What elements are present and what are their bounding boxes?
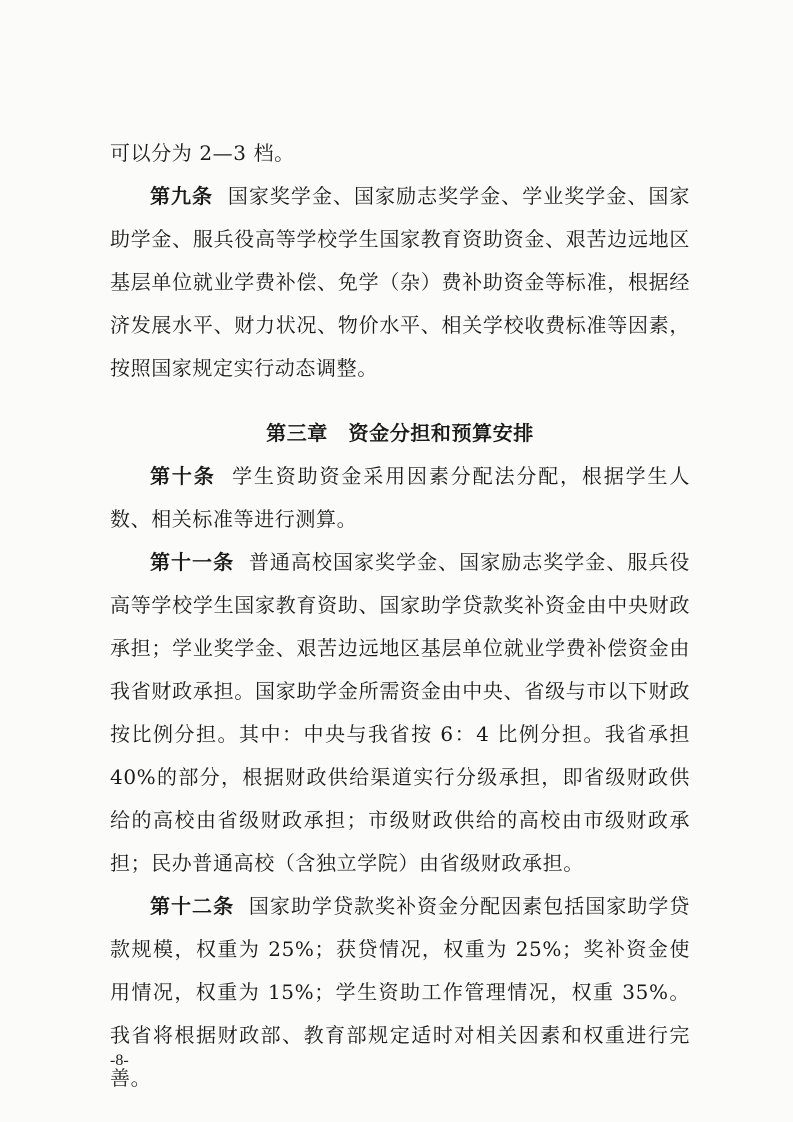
section-before-chapter bbox=[110, 132, 690, 390]
document-body bbox=[110, 132, 690, 1100]
article-number: 第十二条 bbox=[150, 894, 235, 918]
paragraph bbox=[110, 455, 690, 541]
section-after-chapter bbox=[110, 455, 690, 1100]
article-number: 第十条 bbox=[150, 464, 216, 488]
paragraph-text: 国家助学贷款奖补资金分配因素包括国家助学贷款规模，权重为 25%；获贷情况，权重为 25%；奖补资金使用情况，权重为 15%；学生资助工作管理情况，权重 35%。我省将根据财政部、教育部规定适时对相关因素和权重进行完善。 bbox=[110, 894, 690, 1090]
chapter-heading: 第三章 资金分担和预算安排 bbox=[266, 421, 534, 445]
paragraph bbox=[110, 175, 690, 390]
paragraph bbox=[110, 541, 690, 885]
paragraph-text: 普通高校国家奖学金、国家励志奖学金、服兵役高等学校学生国家教育资助、国家助学贷款奖补资金由中央财政承担；学业奖学金、艰苦边远地区基层单位就业学费补偿资金由我省财政承担。国家助学金所需资金由中央、省级与市以下财政按比例分担。其中：中央与我省按 6：4 比例分担。我省承担 40%的部分，根据财政供给渠道实行分级承担，即省级财政供给的高校由省级财政承担；市级财政供给的高校由市级财政承担；民办普通高校（含独立学院）由省级财政承担。 bbox=[110, 550, 690, 875]
paragraph bbox=[110, 885, 690, 1100]
page-number: -8- bbox=[110, 1052, 129, 1069]
paragraph-text: 国家奖学金、国家励志奖学金、学业奖学金、国家助学金、服兵役高等学校学生国家教育资助资金、艰苦边远地区基层单位就业学费补偿、免学（杂）费补助资金等标准，根据经济发展水平、财力状况、物价水平、相关学校收费标准等因素，按照国家规定实行动态调整。 bbox=[110, 184, 690, 380]
article-number: 第十一条 bbox=[150, 550, 235, 574]
paragraph-text: 可以分为 2—3 档。 bbox=[110, 141, 295, 165]
article-number: 第九条 bbox=[150, 184, 214, 208]
paragraph-text: 学生资助资金采用因素分配法分配，根据学生人数、相关标准等进行测算。 bbox=[110, 464, 690, 531]
paragraph bbox=[110, 132, 690, 175]
